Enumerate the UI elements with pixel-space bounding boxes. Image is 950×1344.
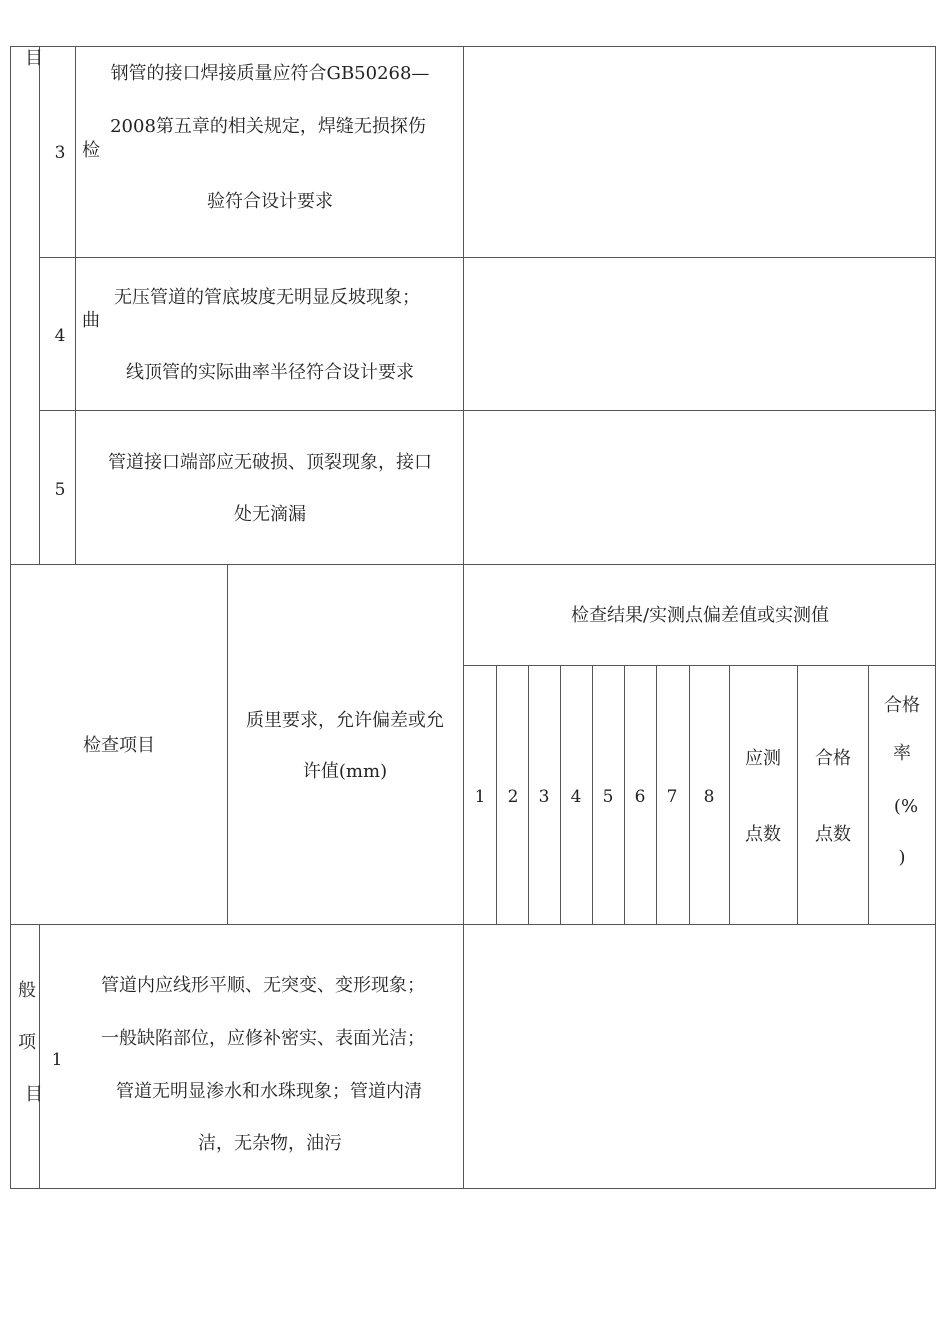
row-text: 2008第五章的相关规定，焊缝无损探伤 bbox=[110, 116, 426, 137]
general-side-label: 目 bbox=[25, 1084, 43, 1105]
row-number: 4 bbox=[54, 326, 66, 346]
row-text: 钢管的接口焊接质量应符合GB50268— bbox=[110, 63, 430, 84]
row-number: 1 bbox=[51, 1050, 63, 1070]
point-column-header: 8 bbox=[703, 787, 715, 807]
header-requirement: 许值(mm) bbox=[302, 761, 388, 782]
row-text: 管道内应线形平顺、无突变、变形现象； bbox=[101, 975, 425, 996]
general-side-label: 般 bbox=[18, 980, 36, 1001]
point-column-header: 1 bbox=[474, 787, 486, 807]
header-qualified: 点数 bbox=[815, 824, 851, 845]
point-column-header: 7 bbox=[666, 787, 678, 807]
header-check-item: 检查项目 bbox=[83, 735, 155, 756]
row-text: 无压管道的管底坡度无明显反坡现象； bbox=[114, 287, 420, 308]
header-should-measure: 点数 bbox=[745, 824, 781, 845]
row-number: 3 bbox=[54, 143, 66, 163]
point-column-header: 5 bbox=[602, 787, 614, 807]
header-should-measure: 应测 bbox=[745, 748, 781, 769]
row-text: 管道无明显渗水和水珠现象；管道内清 bbox=[116, 1081, 422, 1102]
row-text: 曲 bbox=[82, 310, 100, 331]
main-items-side-label: 目 bbox=[25, 48, 43, 69]
row-text: 线顶管的实际曲率半径符合设计要求 bbox=[126, 362, 414, 383]
point-column-header: 6 bbox=[634, 787, 646, 807]
row-text: 管道接口端部应无破损、顶裂现象，接口 bbox=[108, 452, 432, 473]
point-column-header: 3 bbox=[538, 787, 550, 807]
row-text: 处无滴漏 bbox=[234, 504, 306, 525]
row-number: 5 bbox=[54, 480, 66, 500]
header-qualified: 合格 bbox=[815, 748, 851, 769]
point-column-header: 2 bbox=[507, 787, 519, 807]
header-rate: ) bbox=[898, 847, 906, 868]
header-rate: (% bbox=[893, 796, 919, 817]
row-text: 检 bbox=[82, 140, 100, 161]
header-rate: 率 bbox=[893, 743, 911, 764]
point-column-header: 4 bbox=[570, 787, 582, 807]
header-requirement: 质里要求，允许偏差或允 bbox=[246, 710, 444, 731]
header-rate: 合格 bbox=[884, 695, 920, 716]
header-result-title: 检查结果/实测点偏差值或实测值 bbox=[570, 605, 830, 626]
row-text: 验符合设计要求 bbox=[207, 191, 333, 212]
row-text: 洁，无杂物，油污 bbox=[198, 1133, 342, 1154]
row-text: 一般缺陷部位，应修补密实、表面光洁； bbox=[101, 1028, 425, 1049]
general-side-label: 项 bbox=[18, 1032, 36, 1053]
